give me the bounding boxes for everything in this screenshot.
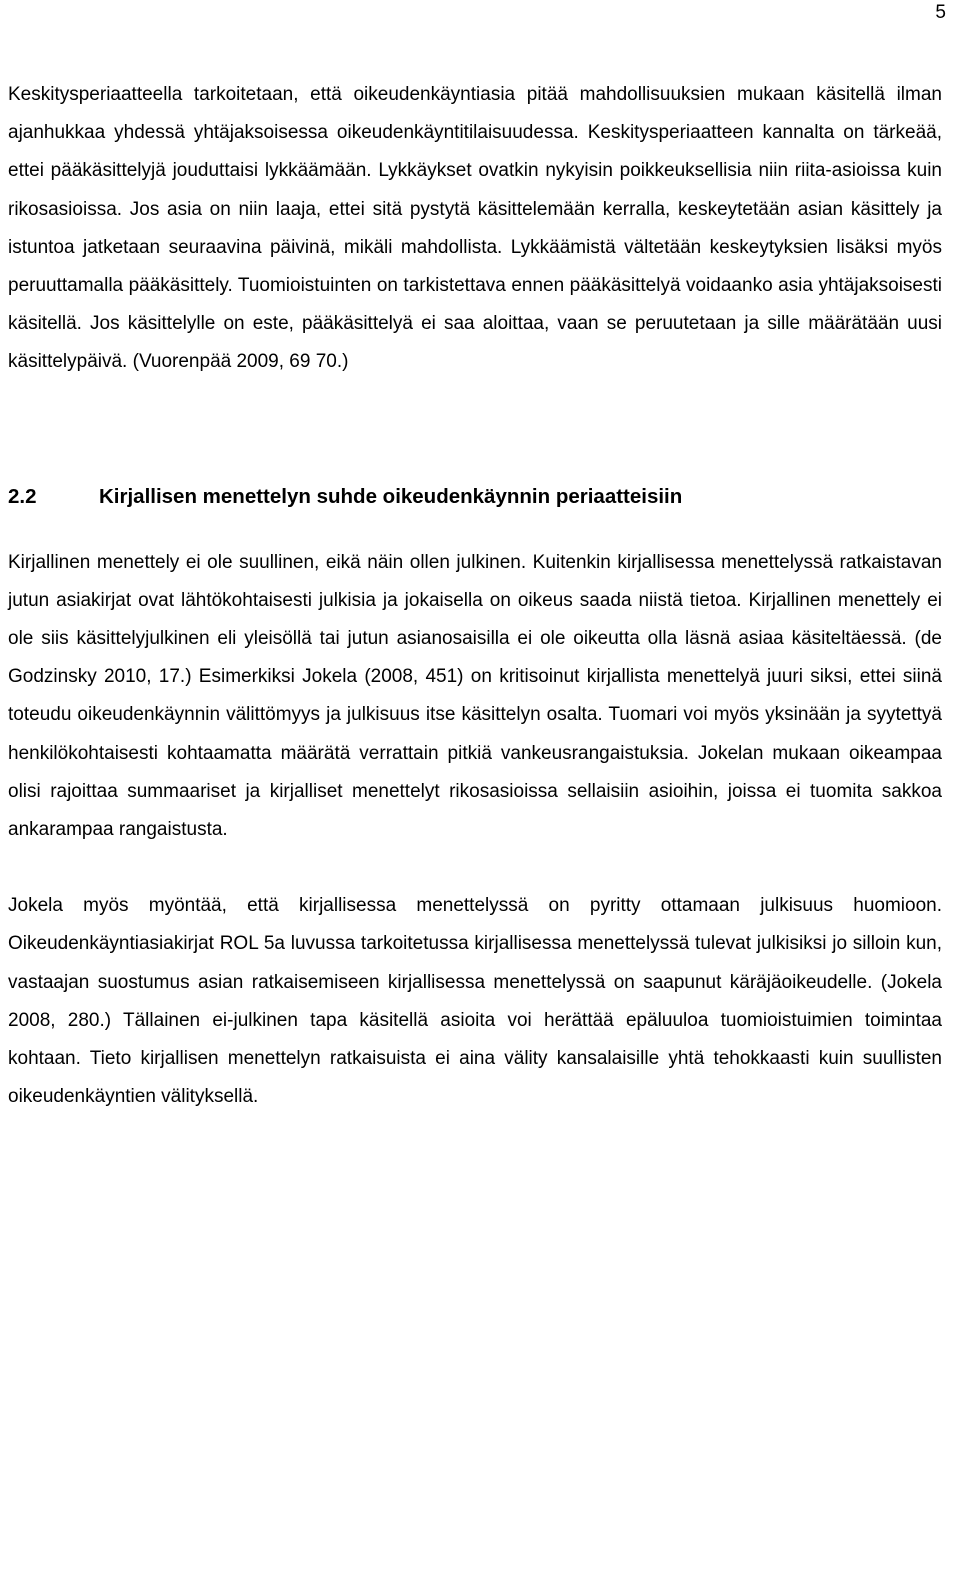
page-content	[8, 76, 942, 1116]
section-heading	[8, 478, 942, 516]
section-title: Kirjallisen menettelyn suhde oikeudenkäynnin periaatteisiin	[99, 484, 683, 508]
paragraph-concentration-principle: Keskitysperiaatteella tarkoitetaan, että oikeudenkäyntiasia pitää mahdollisuuksien mukaan käsitellä ilman ajanhukkaa yhdessä yhtäjaksoisessa oikeudenkäyntitilaisuudessa. Keskitysperiaatteen kannalta on tärkeää, ettei pääkäsittelyjä jouduttaisi lykkäämään. Lykkäykset ovatkin nykyisin poikkeuksellisia niin riita-asioissa kuin rikosasioissa. Jos asia on niin laaja, ettei sitä pystytä käsittelemään kerralla, keskeytetään asian käsittely ja istuntoa jatketaan seuraavina päivinä, mikäli mahdollista. Lykkäämistä vältetään keskeytyksien lisäksi myös peruuttamalla pääkäsittely. Tuomioistuinten on tarkistettava ennen pääkäsittelyä voidaanko asia yhtäjaksoisesti käsitellä. Jos käsittelylle on este, pääkäsittelyä ei saa aloittaa, vaan se peruutetaan ja sille määrätään uusi käsittelypäivä. (Vuorenpää 2009, 69 70.)	[8, 84, 942, 373]
paragraph-publicity: Jokela myös myöntää, että kirjallisessa menettelyssä on pyritty ottamaan julkisuus huomioon. Oikeudenkäyntiasiakirjat ROL 5a luvussa tarkoitetussa kirjallisessa menettelyssä tulevat julkisiksi jo silloin kun, vastaajan suostumus asian ratkaisemiseen kirjallisessa menettelyssä on saapunut käräjäoikeudelle. (Jokela 2008, 280.) Tällainen ei-julkinen tapa käsitellä asioita voi herättää epäluuloa tuomioistuimien toimintaa kohtaan. Tieto kirjallisen menettelyn ratkaisuista ei aina välity kansalaisille yhtä tehokkaasti kuin suullisten oikeudenkäyntien välityksellä.	[8, 895, 942, 1108]
page-number: 5	[935, 2, 946, 23]
section-number: 2.2	[8, 484, 37, 508]
paragraph-written-procedure: Kirjallinen menettely ei ole suullinen, eikä näin ollen julkinen. Kuitenkin kirjallisessa menettelyssä ratkaistavan jutun asiakirjat ovat lähtökohtaisesti julkisia ja jokaisella on oikeus saada niistä tietoa. Kirjallinen menettely ei ole siis käsittelyjulkinen eli yleisöllä tai jutun asianosaisilla ei ole oikeutta olla läsnä asiaa käsiteltäessä. (de Godzinsky 2010, 17.) Esimerkiksi Jokela (2008, 451) on kritisoinut kirjallista menettelyä juuri siksi, ettei siinä toteudu oikeudenkäynnin välittömyys ja julkisuus itse käsittelyn osalta. Tuomari voi myös yksinään ja syytettyä henkilökohtaisesti kohtaamatta määrätä verrattain pitkiä vankeusrangaistuksia. Jokelan mukaan oikeampaa olisi rajoittaa summaariset ja kirjalliset menettelyt rikosasioissa sellaisiin asioihin, joissa ei tuomita sakkoa ankarampaa rangaistusta.	[8, 551, 942, 841]
